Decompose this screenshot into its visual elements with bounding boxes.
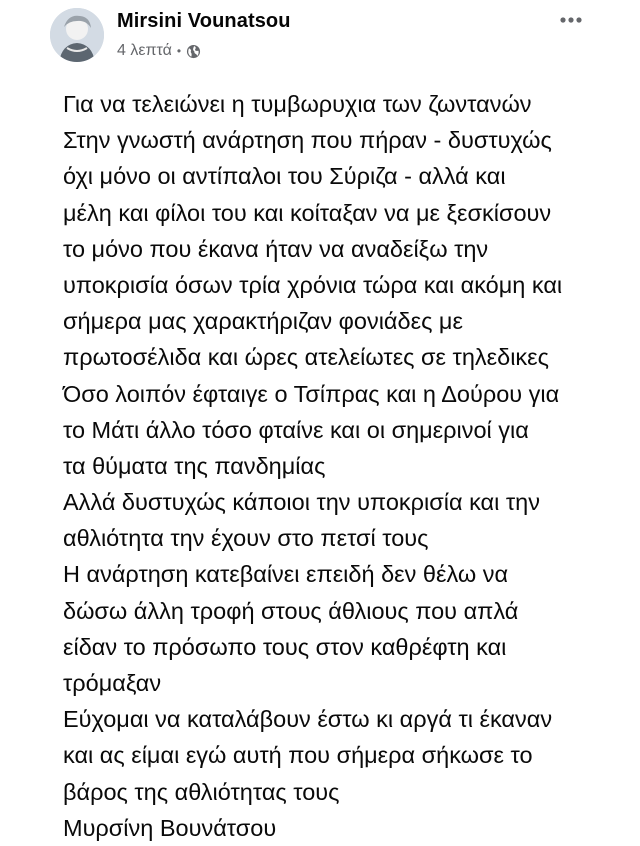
- globe-icon[interactable]: [186, 44, 201, 59]
- post-line: Στην γνωστή ανάρτηση που πήραν - δυστυχώς: [63, 127, 552, 154]
- meta-separator: •: [176, 44, 182, 58]
- more-options-button[interactable]: [556, 8, 586, 32]
- more-dots-icon: [560, 17, 582, 23]
- post-line: τα θύματα της πανδημίας: [63, 452, 326, 479]
- post-line: όχι μόνο οι αντίπαλοι του Σύριζα - αλλά και: [63, 163, 506, 190]
- author-name[interactable]: Mirsini Vounatsou: [117, 10, 291, 32]
- post-line: υποκρισία όσων τρία χρόνια τώρα και ακόμη και: [63, 271, 563, 298]
- post-line: δώσω άλλη τροφή στους άθλιους που απλά: [63, 597, 519, 624]
- post-line: Όσο λοιπόν έφταιγε ο Τσίπρας και η Δούρου για: [63, 380, 560, 407]
- post-line: είδαν το πρόσωπο τους στον καθρέφτη και: [63, 633, 507, 660]
- post-line: Η ανάρτηση κατεβαίνει επειδή δεν θέλω να: [63, 561, 509, 588]
- post-line: τρόμαξαν: [63, 670, 162, 696]
- post-header: [0, 0, 640, 76]
- post-time[interactable]: 4 λεπτά: [117, 42, 172, 59]
- avatar[interactable]: [50, 8, 104, 62]
- post-line: σήμερα μας χαρακτήριζαν φονιάδες με: [63, 308, 463, 335]
- post-meta: [117, 42, 201, 60]
- post-line: βάρος της αθλιότητας τους: [63, 778, 340, 805]
- post-line: μέλη και φίλοι του και κοίταξαν να με ξεσκίσουν: [63, 199, 552, 226]
- post-line: αθλιότητα την έχουν στο πετσί τους: [63, 525, 429, 552]
- post-line: και ας είμαι εγώ αυτή που σήμερα σήκωσε το: [63, 742, 533, 769]
- post-line: το Μάτι άλλο τόσο φταίνε και οι σημερινοί για: [63, 416, 529, 443]
- post-line: Για να τελειώνει η τυμβωρυχια των ζωντανών: [63, 91, 532, 117]
- post-signature: Μυρσίνη Βουνάτσου: [63, 814, 277, 841]
- post-line: πρωτοσέλιδα και ώρες ατελείωτες σε τηλεδικες: [63, 344, 549, 371]
- post-line: Εύχομαι να καταλάβουν έστω κι αργά τι έκαναν: [63, 706, 553, 733]
- post-text: [63, 86, 633, 846]
- post-line: Αλλά δυστυχώς κάποιοι την υποκρισία και την: [63, 489, 540, 516]
- post-line: το μόνο που έκανα ήταν να αναδείξω την: [63, 235, 489, 262]
